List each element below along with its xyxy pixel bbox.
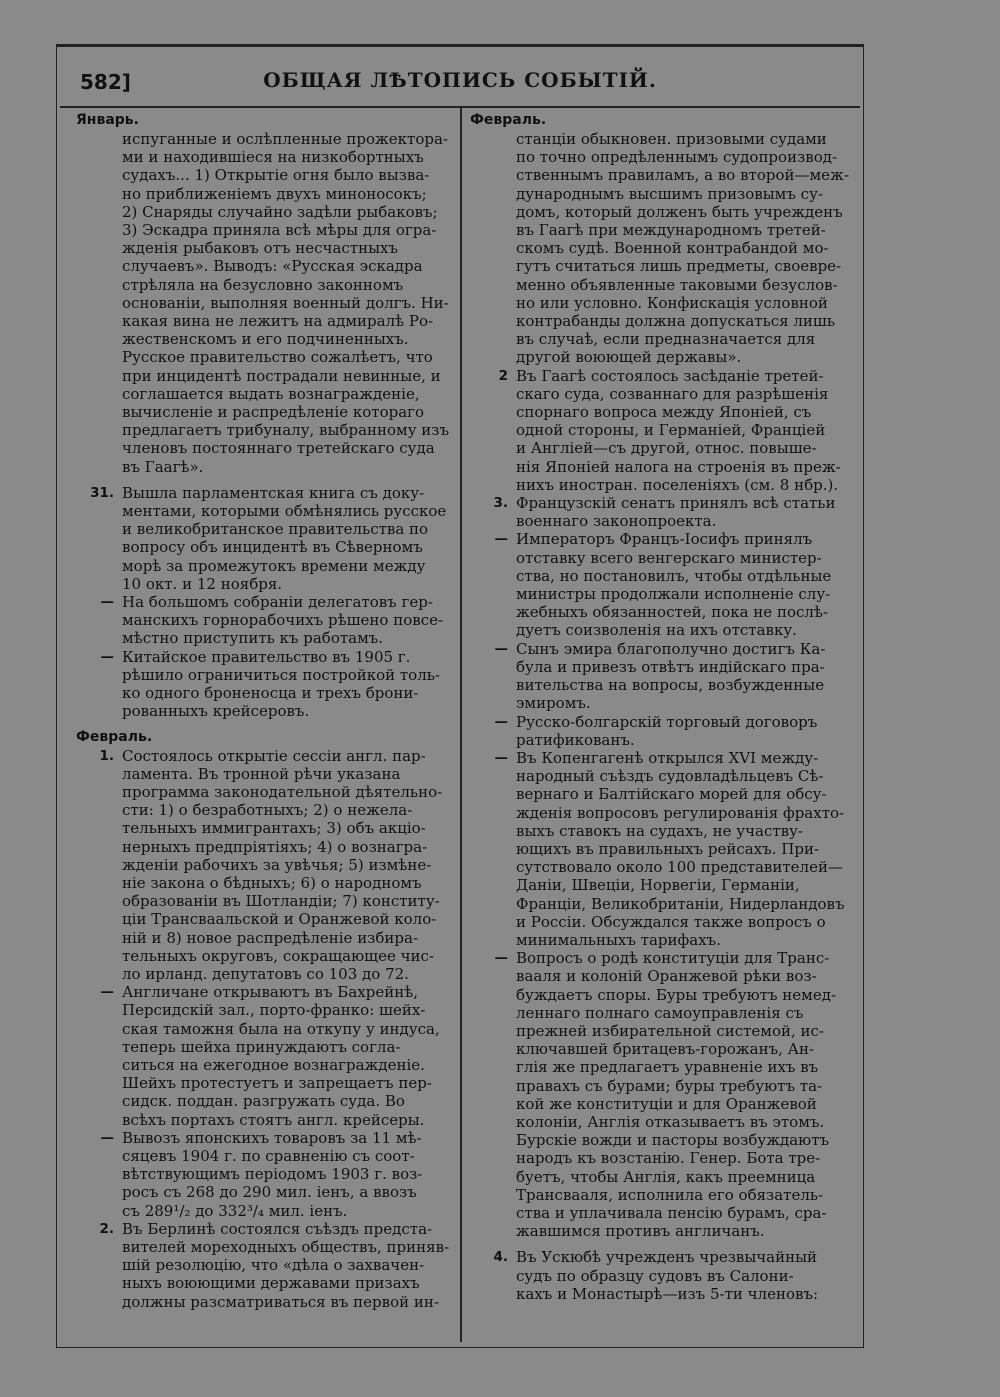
text-line: мѣстно приступить къ работамъ. <box>122 629 384 648</box>
text-line: ній и 8) новое распредѣленіе избира- <box>122 928 419 947</box>
entry-mark: — <box>494 713 508 730</box>
text-line: вопросу объ инцидентѣ въ Сѣверномъ <box>122 538 423 557</box>
entry-text <box>122 983 456 1129</box>
entry-text <box>516 530 855 639</box>
text-line: Въ Берлинѣ состоялся съѣздъ предста- <box>122 1219 433 1238</box>
text-line: Въ Гаагѣ состоялось засѣданіе третей- <box>516 366 824 385</box>
entry-mark: — <box>494 749 508 766</box>
left-column <box>76 112 456 1311</box>
text-line: вернаго и Балтійскаго морей для обсу- <box>516 785 827 804</box>
entry-feb-dash-4 <box>470 749 855 949</box>
text-line: стрѣляла на безусловно законномъ <box>122 275 404 294</box>
text-line: ключавшей бритацевъ-горожанъ, Ан- <box>516 1040 815 1059</box>
text-line: ло ирланд. депутатовъ со 103 до 72. <box>122 964 409 983</box>
entry-feb-4 <box>470 1248 855 1303</box>
text-line: прежней избирательной системой, ис- <box>516 1021 825 1040</box>
text-line: ніе закона о бѣдныхъ; 6) о народномъ <box>122 873 422 892</box>
text-line: шій резолюцію, что «дѣла о захвачен- <box>122 1256 425 1275</box>
page-header <box>60 58 860 108</box>
entry-text <box>516 494 855 530</box>
text-line: ми и находившіеся на низкобортныхъ <box>122 148 424 167</box>
text-line: выхъ ставокъ на судахъ, не участву- <box>516 821 803 840</box>
text-line: ства, но постановилъ, чтобы отдѣльные <box>516 566 832 585</box>
text-line: Французскій сенатъ принялъ всѣ статьи <box>516 494 836 513</box>
text-line: нихъ иностран. поселеніяхъ (см. 8 нбр.). <box>516 475 839 494</box>
text-line: при инцидентѣ пострадали невинные, и <box>122 366 441 385</box>
text-line: Вывозъ японскихъ товаровъ за 11 мѣ- <box>122 1128 422 1147</box>
text-line: буждаетъ споры. Буры требуютъ немед- <box>516 985 837 1004</box>
text-line: кахъ и Монастырѣ—изъ 5-ти членовъ: <box>516 1284 819 1303</box>
entry-mark: 4. <box>493 1249 508 1266</box>
text-line: и Россіи. Обсуждался также вопросъ о <box>516 912 826 931</box>
text-line: На большомъ собраніи делегатовъ гер- <box>122 593 433 612</box>
entry-mark: 1. <box>99 747 114 764</box>
text-line: ская таможня была на откупу у индуса, <box>122 1019 440 1038</box>
text-line: вычисленіе и распредѣленіе котораго <box>122 403 425 422</box>
text-line: Императоръ Францъ-Іосифъ принялъ <box>516 530 813 549</box>
text-line: правахъ съ бурами; буры требуютъ та- <box>516 1076 823 1095</box>
month-heading-february: Февраль. <box>470 112 547 128</box>
text-line: вѣтствующимъ періодомъ 1903 г. воз- <box>122 1165 423 1184</box>
text-line: Трансвааля, исполнила его обязатель- <box>516 1185 824 1204</box>
text-line: другой воюющей державы». <box>516 348 742 367</box>
text-line: вительства на вопросы, возбужденные <box>516 676 825 695</box>
entry-text <box>122 747 456 984</box>
text-line: отставку всего венгерскаго министер- <box>516 548 822 567</box>
text-line: въ Гаагѣ». <box>122 457 204 476</box>
text-line: одной стороны, и Германіей, Франціей <box>516 421 826 440</box>
month-heading-january: Январь. <box>76 112 139 128</box>
entry-jan-31 <box>76 484 456 593</box>
text-line: гутъ считаться лишь предметы, своевре- <box>516 257 842 276</box>
text-line: рованныхъ крейсеровъ. <box>122 702 310 721</box>
entry-feb-2 <box>470 367 855 494</box>
text-line: но или условно. Конфискація условной <box>516 293 828 312</box>
text-line: и великобританское правительства по <box>122 520 429 539</box>
entry-text <box>122 1129 456 1220</box>
text-line: тельныхъ округовъ, сокращающее чис- <box>122 946 434 965</box>
text-line: соглашается выдать вознагражденіе, <box>122 384 420 403</box>
text-line: случаевъ». Выводъ: «Русская эскадра <box>122 257 423 276</box>
text-line: въ Гаагѣ при международномъ третей- <box>516 221 826 240</box>
text-line: жественскомъ и его подчиненныхъ. <box>122 330 409 349</box>
text-line: образованіи въ Шотландіи; 7) конститу- <box>122 892 440 911</box>
entry-text <box>122 130 456 476</box>
entry-text <box>122 1220 456 1311</box>
text-line: сутствовало около 100 представителей— <box>516 858 843 877</box>
text-line: жавшимся противъ англичанъ. <box>516 1222 765 1241</box>
text-line: ственнымъ правиламъ, а во второй—меж- <box>516 166 849 185</box>
text-line: росъ съ 268 до 290 мил. іенъ, а ввозъ <box>122 1183 417 1202</box>
text-line: скаго суда, созваннаго для разрѣшенія <box>516 384 829 403</box>
text-line: станціи обыкновен. призовыми судами <box>516 130 827 148</box>
text-line: морѣ за промежутокъ времени между <box>122 556 426 575</box>
entry-jan-dash-1 <box>76 593 456 648</box>
text-line: ситься на ежегодное вознагражденіе. <box>122 1055 425 1074</box>
text-line: дународнымъ высшимъ призовымъ су- <box>516 184 823 203</box>
entry-feb-dash-5 <box>470 949 855 1240</box>
month-heading-february: Февраль. <box>76 728 153 745</box>
entry-mark: — <box>100 1129 114 1146</box>
entry-mark: — <box>100 648 114 665</box>
text-line: була и привезъ отвѣтъ индійскаго пра- <box>516 657 825 676</box>
text-line: испуганные и ослѣпленные прожектора- <box>122 130 448 148</box>
text-line: сяцевъ 1904 г. по сравненію съ соот- <box>122 1146 415 1165</box>
entry-mark: — <box>494 531 508 548</box>
text-line: манскихъ горнорабочихъ рѣшено повсе- <box>122 611 444 630</box>
text-line: должны разсматриваться въ первой ин- <box>122 1292 439 1311</box>
text-line: Англичане открываютъ въ Бахрейнѣ, <box>122 983 419 1002</box>
text-line: народный съѣздъ судовладѣльцевъ Сѣ- <box>516 767 824 786</box>
page-title: ОБЩАЯ ЛѢТОПИСЬ СОБЫТІЙ. <box>263 68 657 92</box>
text-line: эмиромъ. <box>516 694 591 713</box>
entry-text <box>516 130 855 367</box>
entry-feb-dash-1 <box>470 530 855 639</box>
text-line: но приближеніемъ двухъ миноносокъ; <box>122 184 427 203</box>
text-line: Китайское правительство въ 1905 г. <box>122 647 411 666</box>
entry-feb-2 <box>76 1220 456 1311</box>
entry-feb-dash-2 <box>470 640 855 713</box>
entry-mark: 2 <box>498 367 508 384</box>
entry-text <box>516 949 855 1240</box>
entry-mark: — <box>100 594 114 611</box>
text-line: по точно опредѣленнымъ судопроизвод- <box>516 148 838 167</box>
text-line: 3) Эскадра приняла всѣ мѣры для огра- <box>122 221 437 240</box>
column-divider <box>460 106 462 1342</box>
text-line: ментами, которыми обмѣнялись русское <box>122 502 447 521</box>
text-line: ціи Трансваальской и Оранжевой коло- <box>122 910 437 929</box>
text-line: ко одного броненосца и трехъ брони- <box>122 684 419 703</box>
entry-mark: 31. <box>90 484 114 501</box>
text-line: всѣхъ портахъ стоятъ англ. крейсеры. <box>122 1110 425 1129</box>
text-line: жденіи рабочихъ за увѣчья; 5) измѣне- <box>122 855 432 874</box>
text-line: сидск. поддан. разгружать суда. Во <box>122 1092 405 1111</box>
text-line: Русско-болгарскій торговый договоръ <box>516 712 818 731</box>
text-line: ства и уплачивала пенсію бурамъ, сра- <box>516 1203 827 1222</box>
text-line: жебныхъ обязанностей, пока не послѣ- <box>516 603 829 622</box>
entry-text <box>516 1248 855 1303</box>
text-line: программа законодательной дѣятельно- <box>122 782 443 801</box>
text-line: предлагаетъ трибуналу, выбранному изъ <box>122 421 450 440</box>
january-continued-entry <box>76 130 456 476</box>
text-line: нерныхъ предпріятіяхъ; 4) о вознагра- <box>122 837 428 856</box>
text-line: ющихъ въ правильныхъ рейсахъ. При- <box>516 839 820 858</box>
text-line: жденія вопросовъ регулированія фрахто- <box>516 803 845 822</box>
page-number: 582] <box>80 70 131 94</box>
right-column <box>470 112 855 1303</box>
entry-text <box>516 749 855 949</box>
text-line: 2) Снаряды случайно задѣли рыбаковъ; <box>122 202 438 221</box>
entry-mark: 3. <box>493 495 508 512</box>
entry-mark: — <box>100 984 114 1001</box>
text-line: Вопросъ о родѣ конституціи для Транс- <box>516 949 830 968</box>
text-line: Персидскій зал., порто-франко: шейх- <box>122 1001 426 1020</box>
text-line: теперь шейха принуждаютъ согла- <box>122 1037 401 1056</box>
text-line: сти: 1) о безработныхъ; 2) о нежела- <box>122 801 413 820</box>
text-line: Русское правительство сожалѣетъ, что <box>122 348 433 367</box>
entry-text <box>122 648 456 721</box>
text-line: Вышла парламентская книга съ доку- <box>122 483 425 502</box>
text-line: дуетъ соизволенія на ихъ отставку. <box>516 621 797 640</box>
entry-jan-dash-2 <box>76 648 456 721</box>
text-line: Франціи, Великобританіи, Нидерландовъ <box>516 894 845 913</box>
text-line: основаніи, выполняя военный долгъ. Ни- <box>122 293 449 312</box>
text-line: нія Японіей налога на строенія въ преж- <box>516 457 841 476</box>
entry-mark: — <box>494 950 508 967</box>
text-line: леннаго полнаго самоуправленія съ <box>516 1003 804 1022</box>
text-line: Сынъ эмира благополучно достигъ Ка- <box>516 639 826 658</box>
entry-text <box>516 367 855 494</box>
text-line: буетъ, чтобы Англія, какъ преемница <box>516 1167 816 1186</box>
text-line: менно объявленные таковыми безуслов- <box>516 275 838 294</box>
text-line: въ случаѣ, если предназначается для <box>516 330 816 349</box>
february-continued-entry <box>470 130 855 367</box>
text-line: вааля и колоній Оранжевой рѣки воз- <box>516 967 817 986</box>
text-line: жденія рыбаковъ отъ несчастныхъ <box>122 239 399 258</box>
text-line: народъ къ возстанію. Генер. Бота тре- <box>516 1149 821 1168</box>
text-line: судъ по образцу судовъ въ Салони- <box>516 1266 794 1285</box>
entry-feb-3 <box>470 494 855 530</box>
text-line: спорнаго вопроса между Японіей, съ <box>516 403 812 422</box>
text-line: Въ Ускюбѣ учрежденъ чрезвычайный <box>516 1248 818 1267</box>
text-line: Въ Копенгагенѣ открылся XVI между- <box>516 748 819 767</box>
text-line: 10 окт. и 12 ноября. <box>122 574 283 593</box>
text-line: скомъ судѣ. Военной контрабандой мо- <box>516 239 829 258</box>
text-line: судахъ... 1) Открытіе огня было вызва- <box>122 166 430 185</box>
text-line: Состоялось открытіе сессіи англ. пар- <box>122 746 426 765</box>
entry-feb-dash-2 <box>76 1129 456 1220</box>
text-line: съ 289¹/₂ до 332³/₄ мил. іенъ. <box>122 1201 348 1220</box>
text-line: Шейхъ протестуетъ и запрещаетъ пер- <box>122 1074 432 1093</box>
text-line: Бурскіе вожди и пасторы возбуждаютъ <box>516 1131 830 1150</box>
text-line: тельныхъ иммигрантахъ; 3) объ акціо- <box>122 819 426 838</box>
entry-feb-dash-3 <box>470 713 855 749</box>
text-line: кой же конституціи и для Оранжевой <box>516 1094 817 1113</box>
text-line: ратификованъ. <box>516 730 635 749</box>
text-line: Даніи, Швеціи, Норвегіи, Германіи, <box>516 876 800 895</box>
text-line: какая вина не лежитъ на адмиралѣ Ро- <box>122 312 434 331</box>
entry-text <box>122 484 456 593</box>
text-line: колоніи, Англія отказываетъ въ этомъ. <box>516 1112 825 1131</box>
entry-text <box>516 640 855 713</box>
entry-mark: — <box>494 640 508 657</box>
entry-mark: 2. <box>99 1220 114 1237</box>
text-line: контрабанды должна допускаться лишь <box>516 312 836 331</box>
text-line: ныхъ воюющими державами призахъ <box>122 1274 420 1293</box>
entry-feb-1 <box>76 747 456 984</box>
entry-text <box>122 593 456 648</box>
text-line: рѣшило ограничиться постройкой толь- <box>122 665 440 684</box>
text-line: домъ, который долженъ быть учрежденъ <box>516 202 843 221</box>
text-line: глія же предлагаетъ уравненіе ихъ въ <box>516 1058 819 1077</box>
text-line: военнаго законопроекта. <box>516 512 717 531</box>
text-line: минимальныхъ тарифахъ. <box>516 930 721 949</box>
text-line: и Англіей—съ другой, относ. повыше- <box>516 439 817 458</box>
text-line: членовъ постояннаго третейскаго суда <box>122 439 435 458</box>
entry-text <box>516 713 855 749</box>
text-line: ламента. Въ тронной рѣчи указана <box>122 764 401 783</box>
text-line: вителей мореходныхъ обществъ, приняв- <box>122 1237 450 1256</box>
text-line: министры продолжали исполненіе слу- <box>516 585 831 604</box>
entry-feb-dash-1 <box>76 983 456 1129</box>
